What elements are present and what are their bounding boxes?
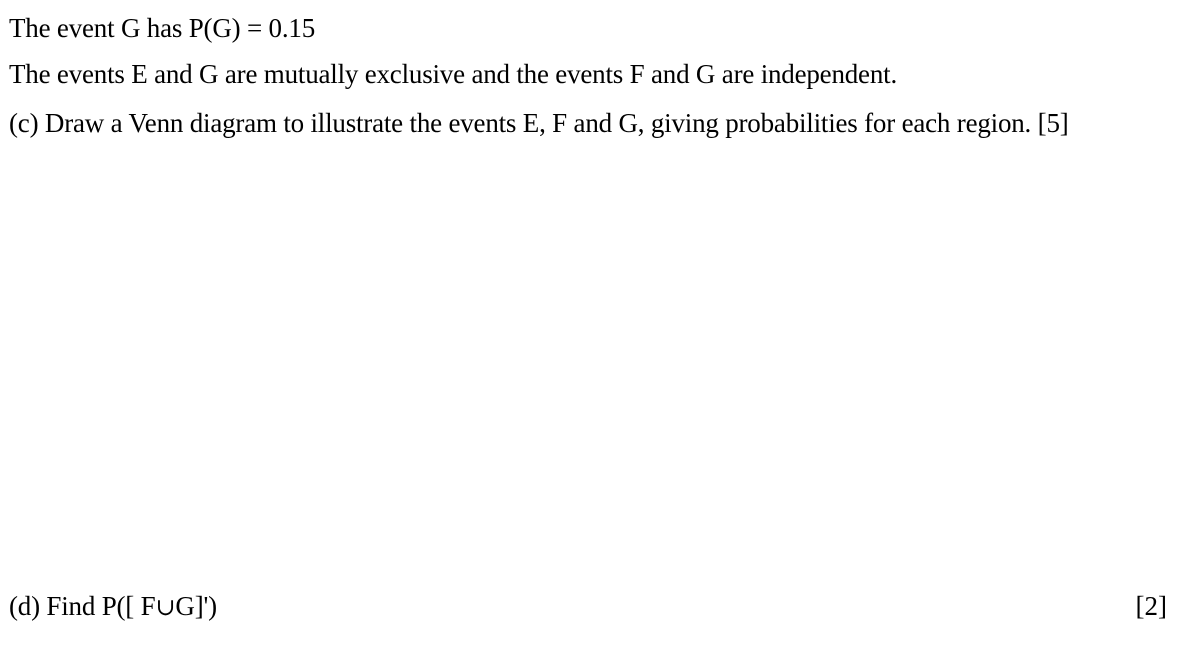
part-d-marks: [2] (1135, 591, 1167, 621)
part-d-prefix: (d) Find P([ F (9, 591, 156, 621)
answer-space-part-c (9, 150, 1159, 570)
event-relationship-text: The events E and G are mutually exclusive and the events F and G are independent. (9, 59, 897, 89)
given-probability-text: The event G has P(G) = 0.15 (9, 13, 316, 43)
part-d-suffix: G]') (175, 591, 217, 621)
union-symbol: ∪ (155, 595, 176, 621)
question-part-c: (c) Draw a Venn diagram to illustrate the events E, F and G, giving probabilities for each region. [5] (9, 108, 1069, 138)
question-part-d (9, 590, 217, 624)
